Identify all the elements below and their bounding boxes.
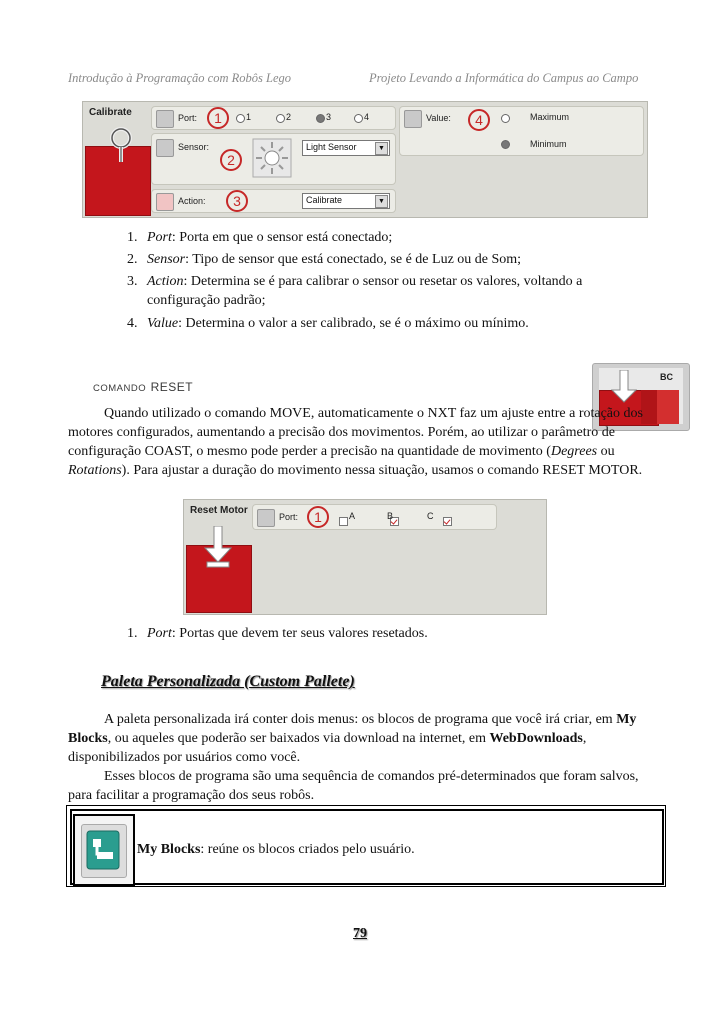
- port-icon: [257, 509, 275, 527]
- reset-heading-small: COMANDO: [93, 383, 147, 394]
- list-number: 1.: [127, 230, 138, 245]
- value-option-min: Minimum: [530, 139, 567, 149]
- reset-paragraph-text: ou: [597, 444, 615, 459]
- reset-port-label: Port:: [279, 512, 299, 522]
- chevron-down-icon: ▼: [375, 142, 388, 155]
- list-text: : Determina o valor a ser calibrado, se é o máximo ou mínimo.: [178, 316, 529, 331]
- port-checkbox-c[interactable]: [443, 517, 452, 526]
- calibrate-icon: [107, 126, 135, 166]
- port-b-label: B: [387, 511, 394, 521]
- header-left: Introdução à Programação com Robôs Lego: [68, 71, 292, 85]
- port-option-4: 4: [364, 112, 370, 122]
- calibrate-port-row: [151, 106, 396, 130]
- list-number: 4.: [127, 316, 138, 331]
- reset-heading-big: RESET: [150, 380, 194, 394]
- list-item: [127, 272, 627, 310]
- value-icon: [404, 110, 422, 128]
- list-term: Action: [147, 274, 184, 289]
- custom-paragraph-1: [68, 710, 658, 767]
- reset-paragraph-text: Quando utilizado o comando MOVE, automaticamente o NXT faz um ajuste entre a rotação dos motores configurados, aumentando a precisão dos movimentos. Porém, ao utilizar o parâmetro de configuração COAST, o mesmo pode perder a precisão na quantidade de movimento (: [68, 406, 643, 459]
- list-term: Port: [147, 230, 172, 245]
- my-blocks-icon-cell: [73, 814, 135, 886]
- action-select-value: Calibrate: [306, 195, 343, 205]
- sensor-select-value: Light Sensor: [306, 142, 357, 152]
- webdownloads-term: WebDownloads: [489, 731, 583, 746]
- callout-1: 1: [207, 107, 229, 129]
- my-blocks-description: [137, 840, 415, 859]
- port-radio-4[interactable]: [354, 114, 363, 123]
- calibrate-block-figure: [82, 101, 648, 218]
- list-number: 3.: [127, 274, 138, 289]
- my-blocks-table: [66, 805, 666, 887]
- action-select[interactable]: [302, 193, 390, 209]
- paragraph-text: , ou aqueles que poderão ser baixados via download na internet, em: [107, 731, 490, 746]
- port-option-1: 1: [246, 112, 252, 122]
- callout-1: 1: [307, 506, 329, 528]
- port-option-2: 2: [286, 112, 292, 122]
- value-option-max: Maximum: [530, 112, 570, 122]
- calibrate-value-panel: [399, 106, 644, 156]
- port-c-label: C: [427, 511, 434, 521]
- list-number: 2.: [127, 252, 138, 267]
- value-label: Value:: [426, 113, 451, 123]
- my-blocks-text: : reúne os blocos criados pelo usuário.: [200, 842, 415, 857]
- arrow-down-icon: [611, 370, 637, 406]
- reset-icon-label: BC: [660, 372, 673, 382]
- page-number: 79: [353, 926, 367, 941]
- list-item: [127, 314, 627, 333]
- rotations-term: Rotations: [68, 463, 122, 478]
- action-icon: [156, 193, 174, 211]
- section-heading: Paleta Personalizada (Custom Pallete): [101, 673, 355, 690]
- port-radio-3[interactable]: [316, 114, 325, 123]
- list-number: 1.: [127, 626, 138, 641]
- callout-3: 3: [226, 190, 248, 212]
- port-radio-2[interactable]: [276, 114, 285, 123]
- paragraph-text: A paleta personalizada irá conter dois menus: os blocos de programa que você irá criar, em: [104, 712, 617, 727]
- arrow-down-icon: [204, 526, 232, 568]
- custom-paragraph-2: Esses blocos de programa são uma sequência de comandos pré-determinados que foram salvos, para facilitar a programação dos seus robôs.: [68, 769, 639, 803]
- list-text: : Portas que devem ter seus valores resetados.: [171, 626, 428, 641]
- value-radio-min[interactable]: [501, 140, 510, 149]
- list-term: Value: [147, 316, 179, 331]
- callout-4: 4: [468, 109, 490, 131]
- action-label: Action:: [178, 196, 206, 206]
- light-sensor-icon: [252, 138, 292, 178]
- list-term: Port: [147, 626, 172, 641]
- list-item: [127, 250, 627, 269]
- list-text: : Determina se é para calibrar o sensor ou resetar os valores, voltando a configuração padrão;: [147, 274, 583, 308]
- port-label: Port:: [178, 113, 198, 123]
- reset-motor-title: Reset Motor: [190, 505, 248, 516]
- list-term: Sensor: [147, 252, 186, 267]
- calibrate-title: Calibrate: [89, 107, 132, 118]
- sensor-label: Sensor:: [178, 142, 210, 152]
- port-radio-1[interactable]: [236, 114, 245, 123]
- my-blocks-term: My Blocks: [68, 712, 637, 746]
- list-item: [127, 228, 627, 247]
- header-right: Projeto Levando a Informática do Campus ao Campo: [369, 71, 639, 85]
- calibrate-action-row: [151, 189, 396, 213]
- calibrate-sensor-row: [151, 133, 396, 185]
- sensor-select[interactable]: [302, 140, 390, 156]
- list-text: : Porta em que o sensor está conectado;: [171, 230, 393, 245]
- list-text: : Tipo de sensor que está conectado, se é de Luz ou de Som;: [185, 252, 522, 267]
- port-icon: [156, 110, 174, 128]
- reset-port-row: [252, 504, 497, 530]
- my-blocks-term: My Blocks: [137, 842, 201, 857]
- reset-paragraph: [68, 404, 658, 480]
- value-radio-max[interactable]: [501, 114, 510, 123]
- paragraph-text: , disponibilizados por usuários como você.: [68, 731, 587, 765]
- reset-motor-block-figure: [183, 499, 547, 615]
- list-item: [127, 624, 627, 643]
- my-blocks-icon[interactable]: [86, 830, 120, 870]
- port-checkbox-a[interactable]: [339, 517, 348, 526]
- degrees-term: Degrees: [550, 444, 598, 459]
- port-a-label: A: [349, 511, 356, 521]
- reset-paragraph-text: ). Para ajustar a duração do movimento nessa situação, usamos o comando RESET MOTOR.: [121, 463, 643, 478]
- chevron-down-icon: ▼: [375, 195, 388, 208]
- reset-heading: [93, 378, 193, 396]
- sensor-icon: [156, 139, 174, 157]
- callout-2: 2: [220, 149, 242, 171]
- port-option-3: 3: [326, 112, 332, 122]
